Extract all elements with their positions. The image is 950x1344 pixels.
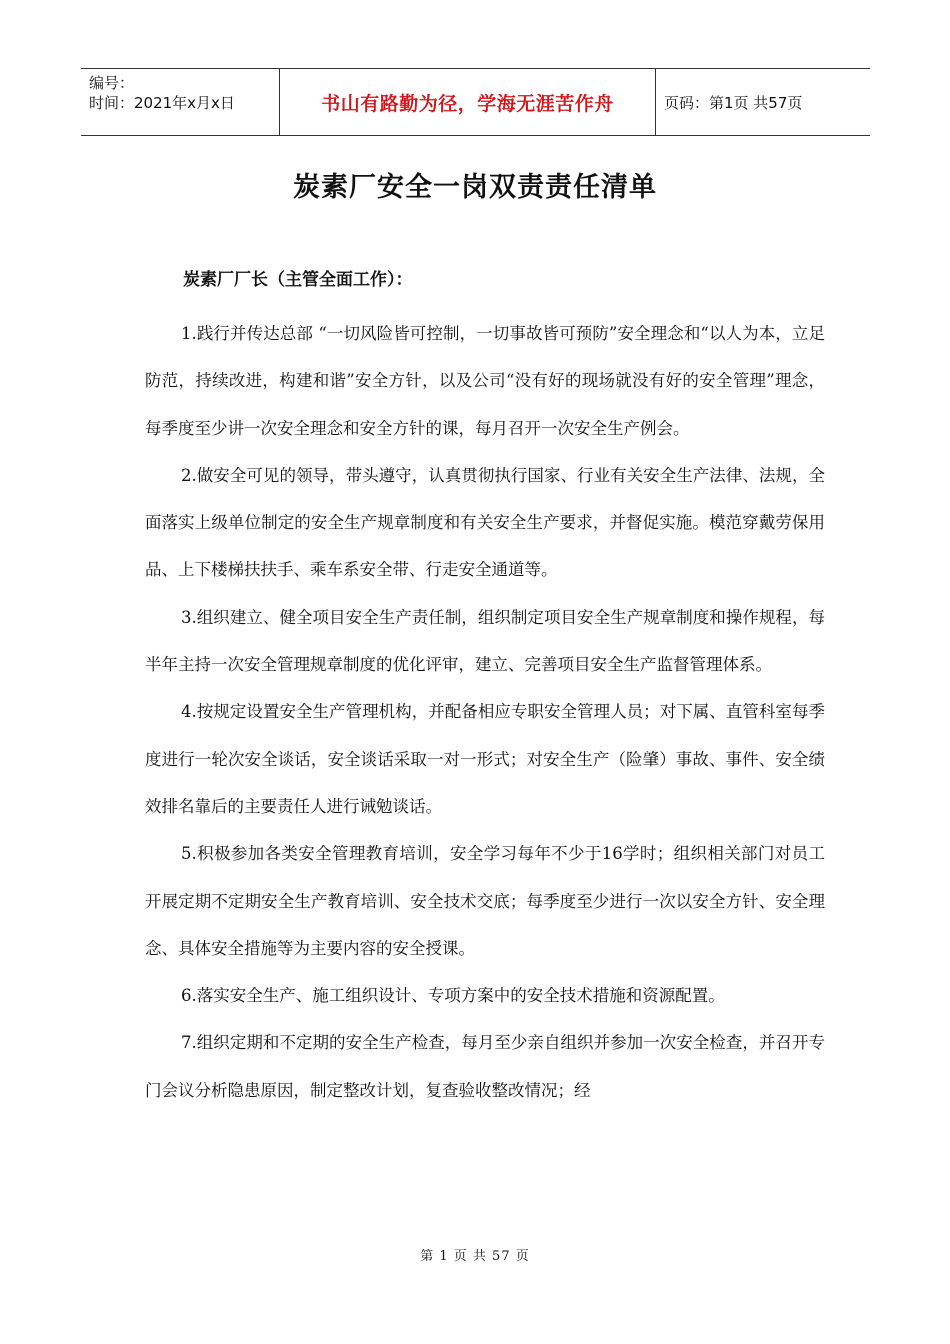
- section-heading: 炭素厂厂长（主管全面工作）：: [183, 270, 413, 290]
- paragraph-7: 7.组织定期和不定期的安全生产检查，每月至少亲自组织并参加一次安全检查，并召开专门会议分析隐患原因，制定整改计划，复查验收整改情况；经: [145, 1033, 825, 1100]
- paragraph-4: 4.按规定设置安全生产管理机构，并配备相应专职安全管理人员；对下属、直管科室每季度进行一轮次安全谈话，安全谈话采取一对一形式；对安全生产（险肇）事故、事件、安全绩效排名靠后的主要责任人进行诫勉谈话。: [145, 702, 825, 816]
- header-meta-cell: [81, 69, 280, 135]
- paragraph-6: 6.落实安全生产、施工组织设计、专项方案中的安全技术措施和资源配置。: [181, 986, 725, 1006]
- header-motto: 书山有路勤为径，学海无涯苦作舟: [280, 69, 656, 135]
- page-footer: 第 1 页 共 57 页: [420, 1249, 530, 1264]
- paragraph-3: 3.组织建立、健全项目安全生产责任制，组织制定项目安全生产规章制度和操作规程，每半年主持一次安全管理规章制度的优化评审，建立、完善项目安全生产监督管理体系。: [145, 607, 825, 675]
- document-body: [145, 310, 825, 1114]
- time-label: 时间：2021年x月x日: [89, 94, 235, 112]
- header-page-info: 页码：第1页 共57页: [664, 93, 803, 112]
- paragraph-5: 5.积极参加各类安全管理教育培训，安全学习每年不少于16学时；组织相关部门对员工开展定期不定期安全生产教育培训、安全技术交底；每季度至少进行一次以安全方针、安全理念、具体安全措施等为主要内容的安全授课。: [145, 844, 825, 958]
- document-title: 炭素厂安全一岗双责责任清单: [293, 172, 657, 203]
- paragraph-1: 1.践行并传达总部 “一切风险皆可控制，一切事故皆可预防”安全理念和“以人为本，立足防范，持续改进，构建和谐”安全方针，以及公司“没有好的现场就没有好的安全管理”理念，每季度至少讲一次安全理念和安全方针的课，每月召开一次安全生产例会。: [145, 324, 825, 438]
- number-label: 编号：: [89, 74, 135, 92]
- paragraph-2: 2.做安全可见的领导，带头遵守，认真贯彻执行国家、行业有关安全生产法律、法规，全面落实上级单位制定的安全生产规章制度和有关安全生产要求，并督促实施。模范穿戴劳保用品、上下楼梯扶扶手、乘车系安全带、行走安全通道等。: [145, 465, 825, 580]
- page-header: [81, 68, 870, 136]
